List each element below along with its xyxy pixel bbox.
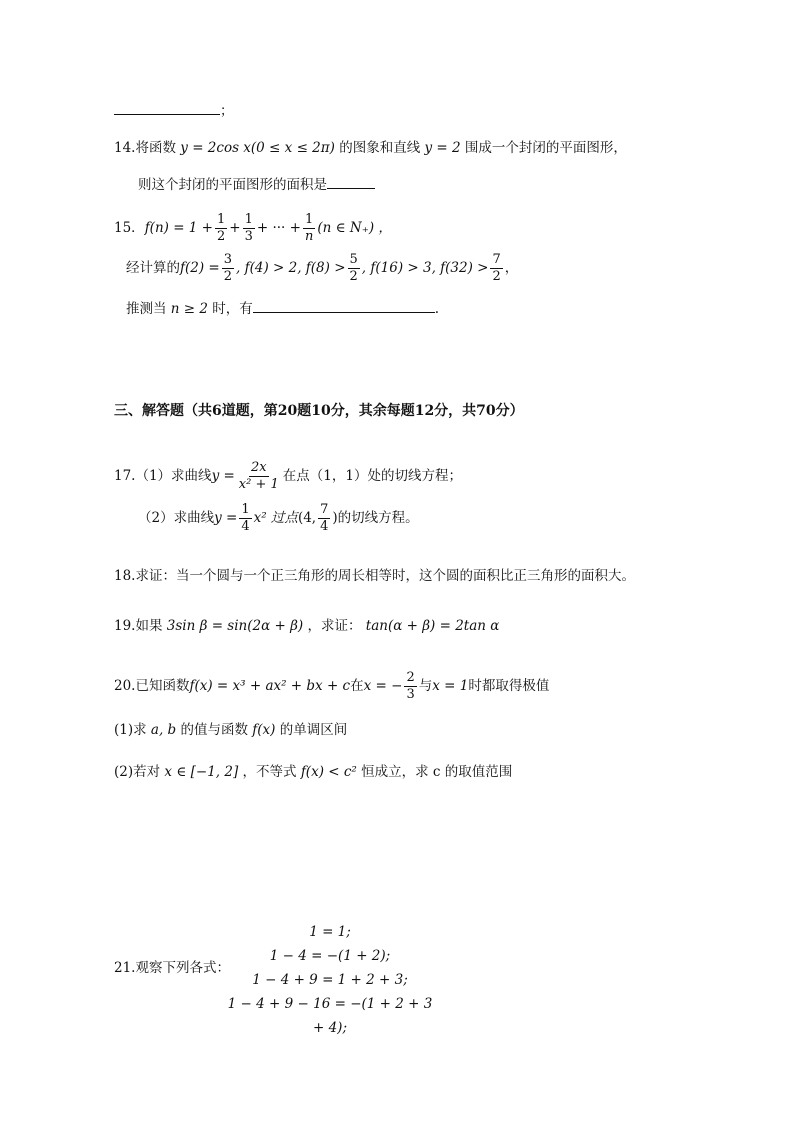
q20-fraction: $\frac{2}{3}$ [406, 670, 415, 702]
q15-line1: 15． f(n) = 1 + $\frac{1}{2}$ + $\frac{1}{3}$ + ··· + $\frac{1}{n}$ (n ∈ N₊) ， [114, 212, 392, 244]
q13-blank[interactable] [114, 100, 220, 115]
q17-line1: 17.（1）求曲线 y = $\frac{2x}{\text{x² + 1}}$ 在点（1，1）处的切线方程； [114, 460, 462, 492]
q17-fraction-2: $\frac{1}{4}$ [241, 502, 250, 534]
q17-line2: （2）求曲线 y = $\frac{1}{4}$ x² 过点 (4, $\frac{7}{4}$ ) 的切线方程。 [138, 502, 419, 534]
q17-fraction-3: $\frac{7}{4}$ [320, 502, 329, 534]
q18-text: 18.求证：当一个圆与一个正三角形的周长相等时，这个圆的面积比正三角形的面积大。 [114, 568, 635, 584]
q14-formula: y = 2cos x(0 ≤ x ≤ 2π) [180, 140, 335, 156]
q21-eq-1: 1 = 1; [309, 924, 351, 940]
q15-fraction-6: $\frac{7}{2}$ [492, 252, 501, 284]
q15-blank[interactable] [253, 298, 435, 313]
q17-fraction-1: $\frac{2x}{\text{x² + 1}}$ [238, 460, 279, 492]
q21-eq-3: 1 − 4 + 9 = 1 + 2 + 3; [252, 972, 408, 988]
q15-fraction-4: $\frac{3}{2}$ [223, 252, 233, 284]
q21-equations [220, 920, 440, 1040]
q14-line1: 14.将函数 y = 2cos x(0 ≤ x ≤ 2π) 的图象和直线 y = 2 围成一个封闭的平面图形， [114, 140, 627, 156]
q15-fraction-1: $\frac{1}{2}$ [217, 212, 226, 244]
q14-blank[interactable] [327, 174, 375, 189]
q20-line2: (1)求 a, b 的值与函数 f(x) 的单调区间 [114, 722, 348, 738]
q21-eq-4: 1 − 4 + 9 − 16 = −(1 + 2 + 3 + 4); [227, 996, 433, 1036]
q15-fraction-3: $\frac{1}{n}$ [304, 212, 314, 244]
q15-fraction-5: $\frac{5}{2}$ [349, 252, 358, 284]
q20-line1: 20.已知函数 f(x) = x³ + ax² + bx + c 在 x = − $\frac{2}{3}$ 与 x = 1 时都取得极值 [114, 670, 550, 702]
q21-eq-2: 1 − 4 = −(1 + 2); [269, 948, 391, 964]
q21-label: 21.观察下列各式： [114, 960, 230, 976]
q15-fraction-2: $\frac{1}{3}$ [244, 212, 253, 244]
q13-answer-line: ； [114, 100, 234, 119]
section-title: 三、解答题（共6道题，第20题10分，其余每题12分，共70分） [114, 403, 524, 419]
q19-line: 19.如果 3sin β = sin(2α + β) ，求证： tan(α + β) = 2tan α [114, 618, 500, 634]
q20-line3: (2)若对 x ∈ [−1, 2] ，不等式 f(x) < c² 恒成立，求 c 的取值范围 [114, 764, 513, 780]
q14-line2: 则这个封闭的平面图形的面积是 [138, 174, 375, 193]
q15-line3: 推测当 n ≥ 2 时，有 . [126, 298, 439, 317]
q15-line2: 经计算的 f(2) = $\frac{3}{2}$ , f(4) > 2, f(8) > $\frac{5}{2}$ , f(16) > 3, f(32) > $\frac{7}{2}$ ， [126, 252, 519, 284]
